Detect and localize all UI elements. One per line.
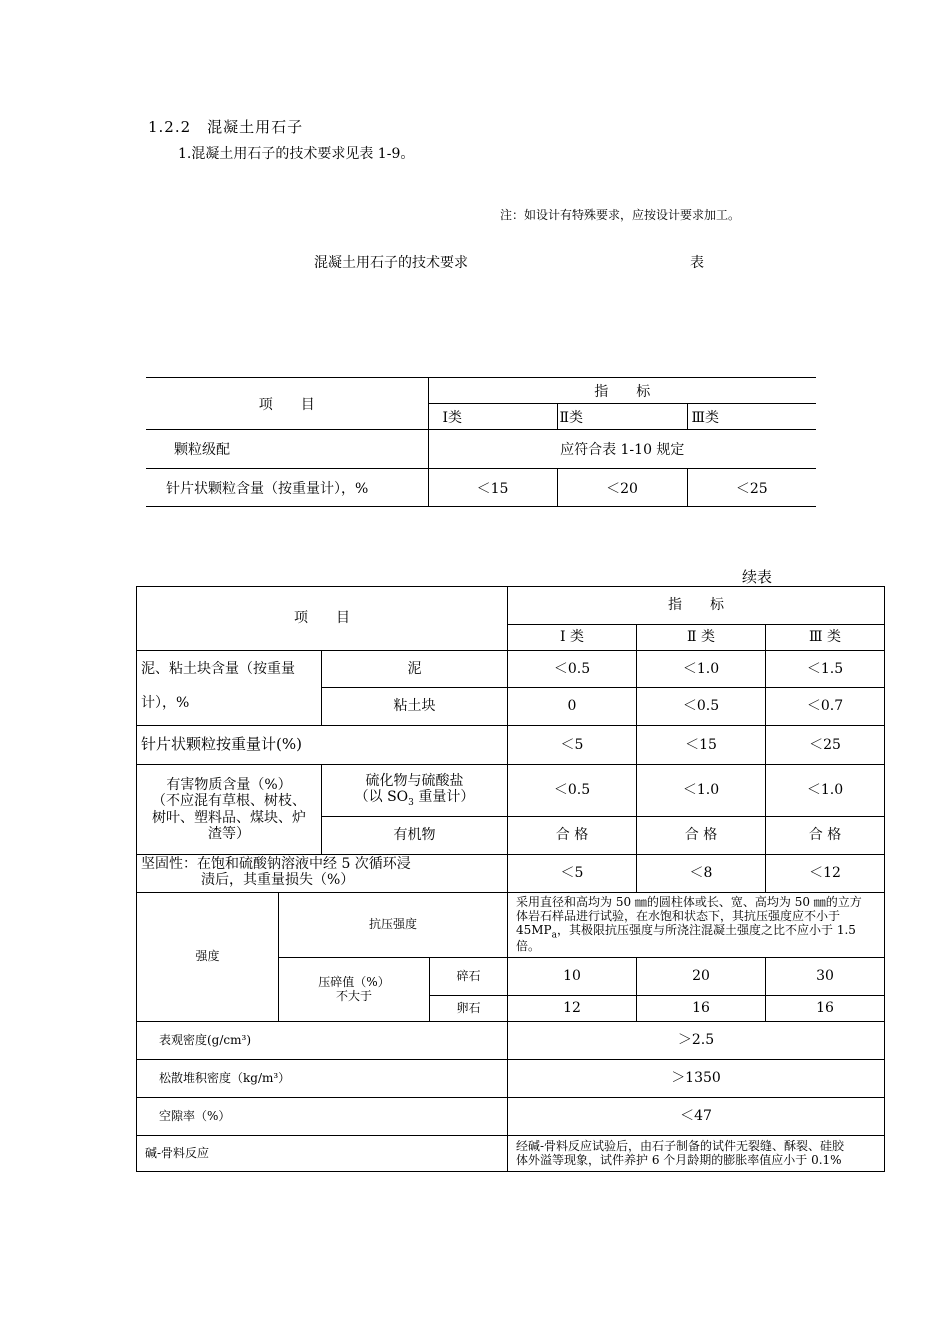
t2-compressive-text <box>508 893 885 958</box>
table1-caption-suffix: 表 <box>690 255 704 271</box>
t2-mud-clay-label-line2: 计），% <box>141 695 190 712</box>
t2-harmful-line4: 渣等） <box>208 825 250 842</box>
section-heading: 1.2.2 混凝土用石子 <box>148 118 304 136</box>
t2-alkali-line1: 经碱-骨料反应试验后，由石子制备的试件无裂缝、酥裂、硅胶 <box>516 1138 845 1153</box>
t2-mud-class1: ＜0.5 <box>508 651 637 688</box>
t2-clay: 粘土块 <box>322 688 508 726</box>
t2-compressive: 抗压强度 <box>279 893 508 958</box>
t2-soundness-class1: ＜5 <box>508 855 637 893</box>
t2-soundness-line1: 坚固性：在饱和硫酸钠溶液中经 5 次循环浸 <box>141 856 411 872</box>
t2-mud-clay-label-line1: 泥、粘土块含量（按重量 <box>141 661 295 677</box>
t2-void-ratio-value: ＜47 <box>508 1098 885 1136</box>
t2-soundness-label <box>137 855 508 893</box>
t2-pebble-class1: 12 <box>508 996 637 1022</box>
t2-mud: 泥 <box>322 651 508 688</box>
t2-header-class2: Ⅱ 类 <box>637 625 766 651</box>
t1-header-class3: Ⅲ类 <box>687 404 816 430</box>
t1-header-class1: Ⅰ类 <box>428 404 557 430</box>
t1-needle-label: 针片状颗粒含量（按重量计），% <box>146 469 428 507</box>
t2-compressive-line3: $45MP_a$，其极限抗压强度与所浇注混凝土强度之比不应小于 1.5 <box>516 922 856 940</box>
t2-sulfide-class1: ＜0.5 <box>508 765 637 817</box>
t2-gravel-class2: 20 <box>637 958 766 996</box>
stone-requirements-table <box>146 377 816 507</box>
t2-harmful-line1: 有害物质含量（%） <box>166 777 292 794</box>
t2-pebble-class2: 16 <box>637 996 766 1022</box>
t2-organic-class1: 合 格 <box>508 817 637 855</box>
t2-strength: 强度 <box>137 893 279 1022</box>
t2-compressive-line2: 体岩石样品进行试验，在水饱和状态下，其抗压强度应不小于 <box>516 908 841 923</box>
t2-soundness-line2: 渍后，其重量损失（%） <box>201 872 355 889</box>
t1-needle-class2: ＜20 <box>557 469 687 507</box>
t2-crush-line2: 不大于 <box>335 988 372 1003</box>
t1-needle-class1: ＜15 <box>428 469 557 507</box>
t2-clay-class3: ＜0.7 <box>766 688 885 726</box>
t2-needle-class2: ＜15 <box>637 726 766 765</box>
t2-mud-clay-label <box>137 651 322 726</box>
t2-gravel: 碎石 <box>430 958 508 996</box>
t2-soundness-class2: ＜8 <box>637 855 766 893</box>
t1-header-item: 项 目 <box>146 378 428 430</box>
t2-alkali-reaction: 碱-骨料反应 <box>137 1136 508 1172</box>
t2-harmful-label <box>137 765 322 855</box>
t2-clay-class1: 0 <box>508 688 637 726</box>
t2-mud-class3: ＜1.5 <box>766 651 885 688</box>
t2-mud-class2: ＜1.0 <box>637 651 766 688</box>
t1-gradation-label: 颗粒级配 <box>146 430 428 469</box>
t2-organic-class3: 合 格 <box>766 817 885 855</box>
t1-needle-class3: ＜25 <box>687 469 816 507</box>
stone-requirements-continued-table <box>136 586 885 1172</box>
table1-caption: 混凝土用石子的技术要求 <box>314 255 468 271</box>
t2-header-class3: Ⅲ 类 <box>766 625 885 651</box>
t2-needle-class1: ＜5 <box>508 726 637 765</box>
t1-gradation-value: 应符合表 1-10 规定 <box>428 430 816 469</box>
t2-organic: 有机物 <box>322 817 508 855</box>
t2-header-index: 指 标 <box>508 587 885 625</box>
t2-header-class1: Ⅰ 类 <box>508 625 637 651</box>
t2-alkali-reaction-text <box>508 1136 885 1172</box>
t2-sulfide-line2: （以 $SO_3$ 重量计） <box>354 788 475 808</box>
t2-organic-class2: 合 格 <box>637 817 766 855</box>
t2-pebble-class3: 16 <box>766 996 885 1022</box>
t1-header-index: 指 标 <box>428 378 816 404</box>
t2-void-ratio: 空隙率（%） <box>137 1098 508 1136</box>
t2-needle-class3: ＜25 <box>766 726 885 765</box>
t2-harmful-line3: 树叶、塑料品、煤块、炉 <box>152 809 306 826</box>
t2-crush-label <box>279 958 430 1022</box>
t2-header-item: 项 目 <box>137 587 508 651</box>
t2-apparent-density-value: ＞2.5 <box>508 1022 885 1060</box>
t2-pebble: 卵石 <box>430 996 508 1022</box>
t2-sulfide-label <box>322 765 508 817</box>
t2-gravel-class1: 10 <box>508 958 637 996</box>
t2-gravel-class3: 30 <box>766 958 885 996</box>
continued-caption: 续表 <box>742 568 773 586</box>
t2-apparent-density: 表观密度(g/cm³) <box>137 1022 508 1060</box>
intro-line: 1.混凝土用石子的技术要求见表 1-9。 <box>178 146 415 162</box>
t1-header-class2: Ⅱ类 <box>557 404 687 430</box>
t2-bulk-density-value: ＞1350 <box>508 1060 885 1098</box>
t2-bulk-density: 松散堆积密度（kg/m³） <box>137 1060 508 1098</box>
t2-sulfide-class3: ＜1.0 <box>766 765 885 817</box>
t2-compressive-line1: 采用直径和高均为 50 ㎜的圆柱体或长、宽、高均为 50 ㎜的立方 <box>516 894 862 909</box>
t2-clay-class2: ＜0.5 <box>637 688 766 726</box>
t2-alkali-line2: 体外溢等现象，试件养护 6 个月龄期的膨胀率值应小于 0.1% <box>516 1152 842 1167</box>
design-note: 注：如设计有特殊要求，应按设计要求加工。 <box>500 208 741 222</box>
t2-crush-line1: 压碎值（%） <box>318 975 390 989</box>
t2-sulfide-line1: 硫化物与硫酸盐 <box>365 772 464 789</box>
t2-harmful-line2: （不应混有草根、树枝、 <box>152 793 306 810</box>
t2-needle-label: 针片状颗粒按重量计(%) <box>137 726 508 765</box>
t2-soundness-class3: ＜12 <box>766 855 885 893</box>
t2-sulfide-class2: ＜1.0 <box>637 765 766 817</box>
t2-compressive-line4: 倍。 <box>516 939 541 954</box>
